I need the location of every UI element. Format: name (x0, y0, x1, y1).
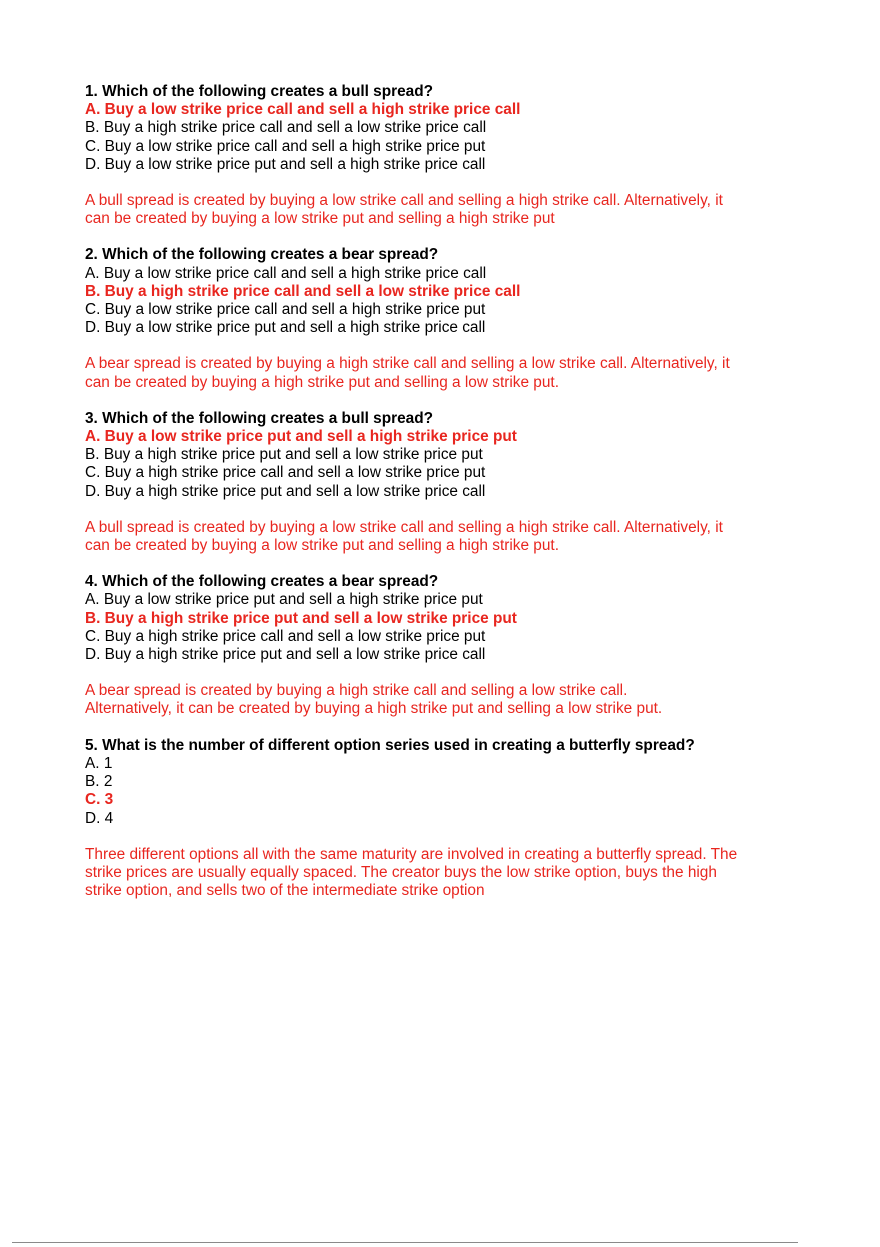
correct-answer-option: B. Buy a high strike price call and sell a low strike price call (85, 282, 521, 300)
answer-option: C. Buy a low strike price call and sell a high strike price put (85, 301, 486, 319)
explanation-line: A bear spread is created by buying a high strike call and selling a low strike call. (85, 682, 628, 700)
correct-answer-option: A. Buy a low strike price put and sell a high strike price put (85, 428, 517, 446)
explanation-line: A bull spread is created by buying a low strike call and selling a high strike call. Alternatively, it (85, 518, 723, 536)
answer-option: B. Buy a high strike price call and sell a low strike price call (85, 119, 487, 137)
explanation-line: Three different options all with the same maturity are involved in creating a butterfly spread. The (85, 845, 738, 863)
question-title: 2. Which of the following creates a bear spread? (85, 246, 439, 264)
question-title: 4. Which of the following creates a bear spread? (85, 573, 439, 591)
answer-explanation (85, 192, 785, 228)
answer-option: A. Buy a low strike price put and sell a high strike price put (85, 591, 483, 609)
page-bottom-rule (12, 1242, 798, 1243)
answer-option: D. Buy a high strike price put and sell a low strike price call (85, 482, 486, 500)
answer-option: C. Buy a high strike price call and sell a low strike price put (85, 627, 486, 645)
correct-answer-option: A. Buy a low strike price call and sell a high strike price call (85, 101, 521, 119)
answer-option: D. 4 (85, 809, 114, 827)
explanation-line: strike prices are usually equally spaced. The creator buys the low strike option, buys the high (85, 863, 717, 881)
question-block-2 (85, 246, 785, 391)
answer-option: D. Buy a low strike price put and sell a high strike price call (85, 155, 486, 173)
explanation-line: can be created by buying a low strike put and selling a high strike put (85, 210, 555, 228)
answer-option: B. Buy a high strike price put and sell a low strike price put (85, 446, 483, 464)
answer-option: C. Buy a low strike price call and sell a high strike price put (85, 137, 486, 155)
question-title: 5. What is the number of different option series used in creating a butterfly spread? (85, 736, 695, 754)
explanation-line: strike option, and sells two of the intermediate strike option (85, 882, 485, 900)
answer-explanation (85, 355, 785, 391)
question-block-3 (85, 410, 785, 555)
correct-answer-option: C. 3 (85, 791, 114, 809)
answer-option: C. Buy a high strike price call and sell a low strike price put (85, 464, 486, 482)
answer-explanation (85, 846, 785, 901)
answer-explanation (85, 682, 785, 718)
correct-answer-option: B. Buy a high strike price put and sell a low strike price put (85, 609, 517, 627)
explanation-line: can be created by buying a high strike put and selling a low strike put. (85, 373, 559, 391)
question-title: 3. Which of the following creates a bull spread? (85, 409, 434, 427)
explanation-line: A bear spread is created by buying a high strike call and selling a low strike call. Alternatively, it (85, 355, 730, 373)
answer-explanation (85, 519, 785, 555)
question-title: 1. Which of the following creates a bull spread? (85, 83, 434, 100)
explanation-line: can be created by buying a low strike put and selling a high strike put. (85, 537, 559, 555)
answer-option: D. Buy a low strike price put and sell a high strike price call (85, 319, 486, 337)
answer-option: D. Buy a high strike price put and sell a low strike price call (85, 646, 486, 664)
question-list (85, 83, 785, 918)
question-block-4 (85, 573, 785, 718)
question-block-1 (85, 83, 785, 228)
answer-option: A. Buy a low strike price call and sell a high strike price call (85, 264, 487, 282)
answer-option: A. 1 (85, 754, 113, 772)
explanation-line: A bull spread is created by buying a low strike call and selling a high strike call. Alternatively, it (85, 192, 723, 210)
question-block-5 (85, 737, 785, 901)
answer-option: B. 2 (85, 773, 113, 791)
explanation-line: Alternatively, it can be created by buying a high strike put and selling a low strike put. (85, 700, 663, 718)
